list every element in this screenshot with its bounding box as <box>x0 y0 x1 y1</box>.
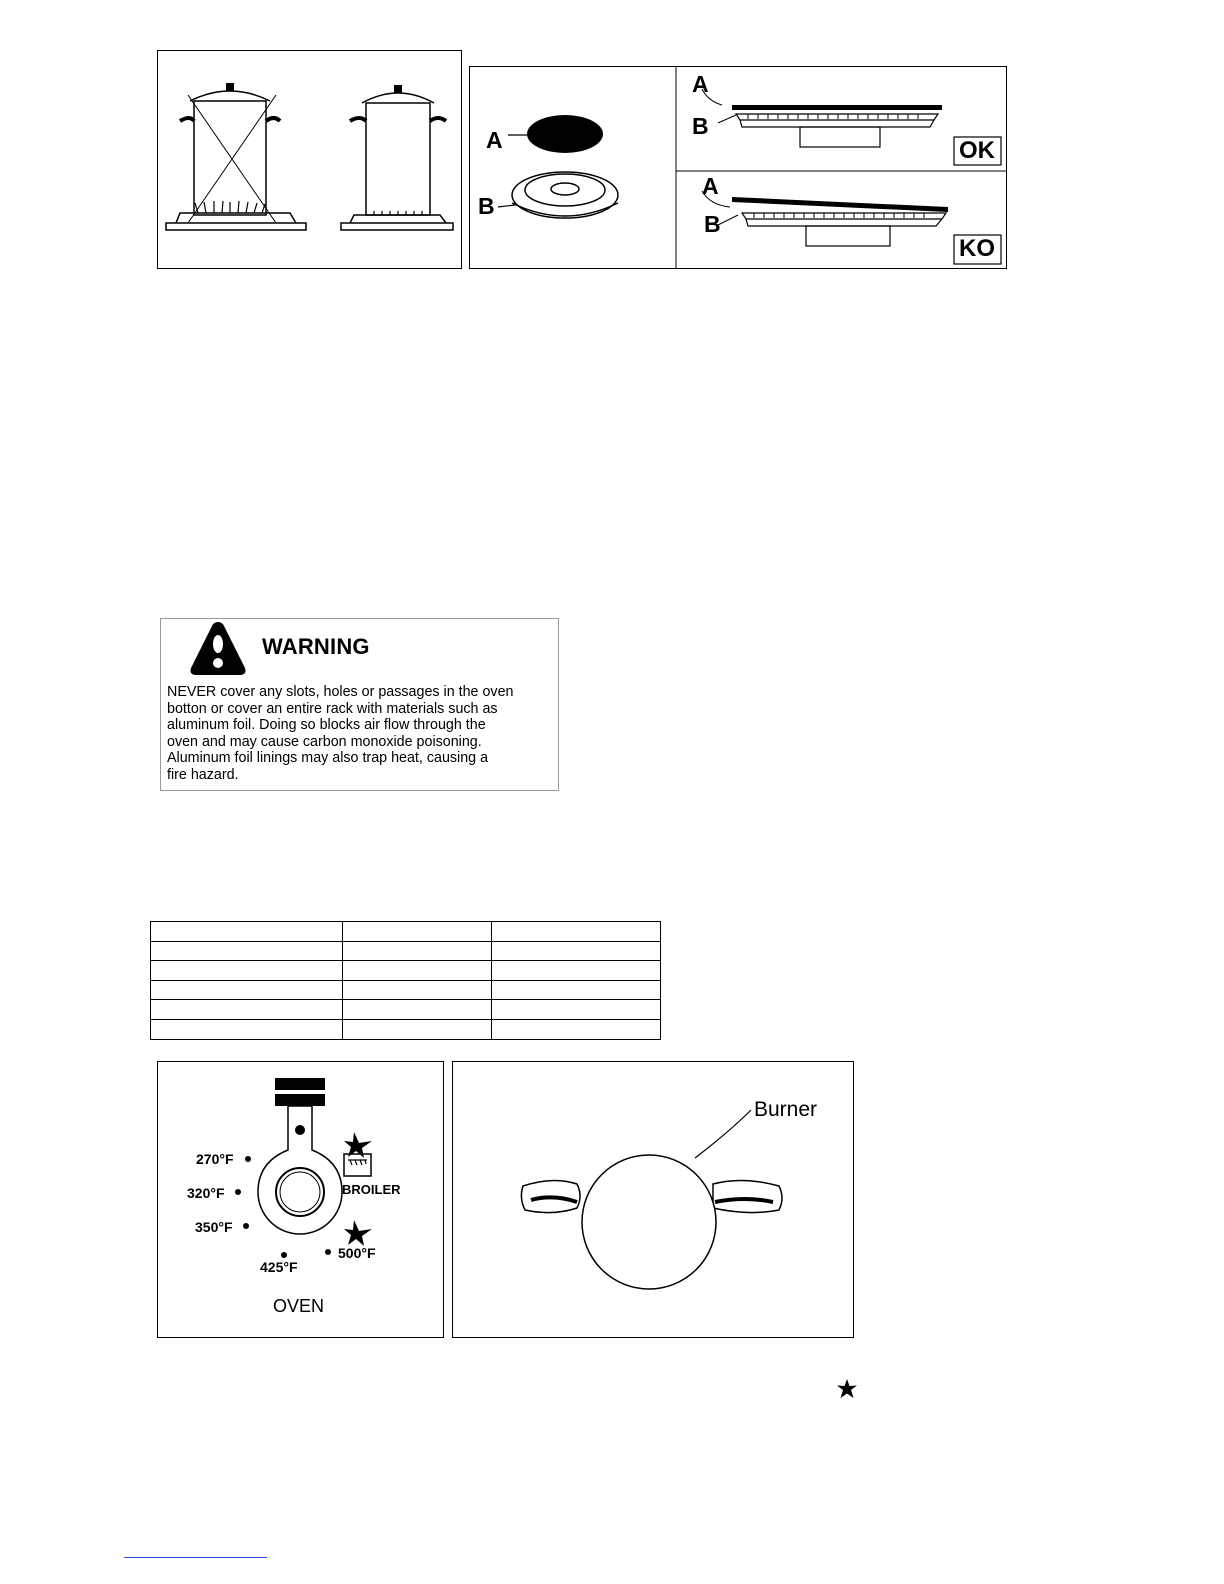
oven-knob-figure <box>157 1061 444 1338</box>
table-cell <box>492 1019 661 1039</box>
temp-270: 270°F <box>196 1151 234 1167</box>
ko-label: KO <box>959 235 995 262</box>
label-a-left: A <box>486 127 503 153</box>
table-cell <box>342 922 492 942</box>
ok-label: OK <box>959 137 995 164</box>
table-cell <box>151 922 343 942</box>
table-cell <box>342 1019 492 1039</box>
warning-line: aluminum foil. Doing so blocks air flow through the <box>167 717 486 734</box>
warning-line: oven and may cause carbon monoxide poisoning. <box>167 733 482 750</box>
table-row <box>151 980 661 1000</box>
oven-label: OVEN <box>273 1296 325 1316</box>
temp-425: 425°F <box>260 1259 298 1275</box>
label-b-ko: B <box>704 211 721 237</box>
footer-link-rule <box>124 1557 267 1558</box>
label-b-left: B <box>478 193 495 219</box>
empty-table <box>150 921 661 1040</box>
table-cell <box>151 1000 343 1020</box>
label-a-ko: A <box>702 173 719 199</box>
table-row <box>151 1019 661 1039</box>
burner-cap-figure <box>469 66 1007 269</box>
table-cell <box>342 961 492 981</box>
temp-350: 350°F <box>195 1219 233 1235</box>
table-cell <box>342 1000 492 1020</box>
warning-triangle-icon <box>188 620 248 678</box>
table-cell <box>492 941 661 961</box>
table-cell <box>342 980 492 1000</box>
table-row <box>151 941 661 961</box>
warning-line: botton or cover an entire rack with materials such as <box>167 700 498 717</box>
table-cell <box>151 941 343 961</box>
table-cell <box>492 1000 661 1020</box>
warning-title: WARNING <box>262 634 370 659</box>
table-row <box>151 922 661 942</box>
table-row <box>151 1000 661 1020</box>
label-a-ok: A <box>692 71 709 97</box>
pot-correct-icon <box>341 85 453 230</box>
warning-line: fire hazard. <box>167 766 239 783</box>
warning-line: NEVER cover any slots, holes or passages in the oven <box>167 684 514 700</box>
warning-text <box>167 684 555 784</box>
table-cell <box>342 941 492 961</box>
burner-flame-figure <box>452 1061 854 1338</box>
table-cell <box>492 980 661 1000</box>
table-cell <box>151 980 343 1000</box>
table-cell <box>151 961 343 981</box>
label-b-ok: B <box>692 113 709 139</box>
table-cell <box>492 961 661 981</box>
star-icon <box>836 1378 858 1400</box>
table-cell <box>151 1019 343 1039</box>
broiler-label: BROILER <box>342 1182 401 1197</box>
warning-line: Aluminum foil linings may also trap heat, causing a <box>167 750 489 767</box>
pot-size-figure <box>157 50 462 269</box>
burner-label: Burner <box>754 1098 818 1121</box>
temp-500: 500°F <box>338 1245 376 1261</box>
pot-crossed-icon <box>166 83 306 230</box>
star-icon <box>344 1220 372 1246</box>
table-row <box>151 961 661 981</box>
temp-320: 320°F <box>187 1185 225 1201</box>
table-cell <box>492 922 661 942</box>
